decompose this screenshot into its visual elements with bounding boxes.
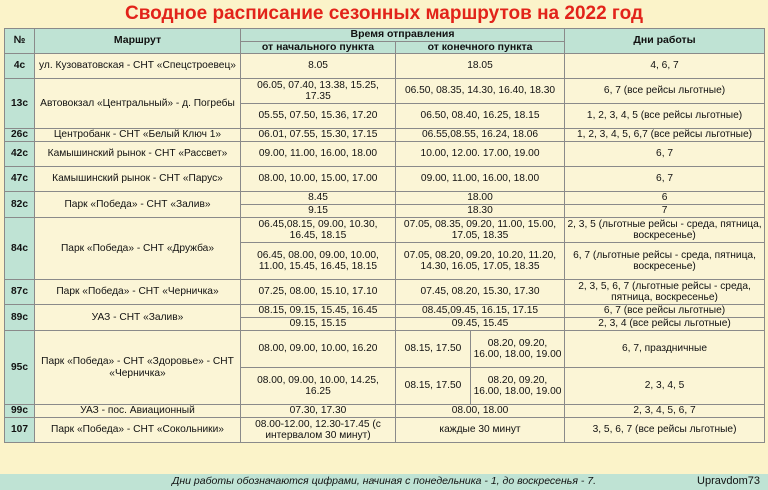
start-times: 8.05: [241, 54, 396, 79]
route-name: Парк «Победа» - СНТ «Здоровье» - СНТ «Черничка»: [35, 331, 241, 405]
start-times: 8.45: [241, 192, 396, 205]
table-row: [5, 305, 765, 318]
end-times: 07.45, 08.20, 15.30, 17.30: [396, 280, 565, 305]
table-row: [5, 418, 765, 443]
end-times-a: 08.15, 17.50: [396, 331, 471, 368]
end-times: 06.50, 08.40, 16.25, 18.15: [396, 104, 565, 129]
end-times: 18.30: [396, 205, 565, 218]
end-times: 06.50, 08.35, 14.30, 16.40, 18.30: [396, 79, 565, 104]
start-times: 09.15, 15.15: [241, 318, 396, 331]
table-row: [5, 167, 765, 192]
work-days: 6, 7, праздничные: [565, 331, 765, 368]
end-times: 18.05: [396, 54, 565, 79]
route-number: 84с: [5, 218, 35, 280]
end-times: каждые 30 минут: [396, 418, 565, 443]
work-days: 2, 3, 4, 5, 6, 7: [565, 405, 765, 418]
route-number: 42с: [5, 142, 35, 167]
header-row: [5, 29, 765, 42]
col-header-days: Дни работы: [565, 29, 765, 54]
route-number: 107: [5, 418, 35, 443]
end-times: 07.05, 08.20, 09.20, 10.20, 11.20, 14.30, 16.05, 17.05, 18.35: [396, 243, 565, 280]
work-days: 2, 3, 5 (льготные рейсы - среда, пятница, воскресенье): [565, 218, 765, 243]
footer-bar: [0, 474, 768, 490]
start-times: 08.15, 09.15, 15.45, 16.45: [241, 305, 396, 318]
table-row: [5, 218, 765, 243]
work-days: 6, 7: [565, 142, 765, 167]
end-times: 09.00, 11.00, 16.00, 18.00: [396, 167, 565, 192]
route-number: 95с: [5, 331, 35, 405]
col-header-time: Время отправления: [241, 29, 565, 42]
route-name: Камышинский рынок - СНТ «Парус»: [35, 167, 241, 192]
route-name: Парк «Победа» - СНТ «Сокольники»: [35, 418, 241, 443]
route-name: Автовокзал «Центральный» - д. Погребы: [35, 79, 241, 129]
table-row: [5, 405, 765, 418]
route-name: Парк «Победа» - СНТ «Залив»: [35, 192, 241, 218]
work-days: 6, 7 (льготные рейсы - среда, пятница, воскресенье): [565, 243, 765, 280]
route-number: 26с: [5, 129, 35, 142]
end-times: 09.45, 15.45: [396, 318, 565, 331]
route-number: 89с: [5, 305, 35, 331]
start-times: 06.45, 08.00, 09.00, 10.00, 11.00, 15.45, 16.45, 18.15: [241, 243, 396, 280]
start-times: 09.00, 11.00, 16.00, 18.00: [241, 142, 396, 167]
footer-note: Дни работы обозначаются цифрами, начиная с понедельника - 1, до воскресенья - 7.: [171, 475, 597, 487]
end-times: 08.45,09.45, 16.15, 17.15: [396, 305, 565, 318]
work-days: 2, 3, 5, 6, 7 (льготные рейсы - среда, пятница, воскресенье): [565, 280, 765, 305]
route-number: 13с: [5, 79, 35, 129]
end-times: 06.55,08.55, 16.24, 18.06: [396, 129, 565, 142]
start-times: 06.05, 07.40, 13.38, 15.25, 17.35: [241, 79, 396, 104]
work-days: 1, 2, 3, 4, 5, 6,7 (все рейсы льготные): [565, 129, 765, 142]
route-name: Центробанк - СНТ «Белый Ключ 1»: [35, 129, 241, 142]
work-days: 4, 6, 7: [565, 54, 765, 79]
start-times: 05.55, 07.50, 15.36, 17.20: [241, 104, 396, 129]
route-name: УАЗ - пос. Авиационный: [35, 405, 241, 418]
end-times: 08.00, 18.00: [396, 405, 565, 418]
work-days: 3, 5, 6, 7 (все рейсы льготные): [565, 418, 765, 443]
table-row: [5, 280, 765, 305]
col-header-route: Маршрут: [35, 29, 241, 54]
end-times: 07.05, 08.35, 09.20, 11.00, 15.00, 17.05, 18.35: [396, 218, 565, 243]
route-number: 47с: [5, 167, 35, 192]
route-number: 99с: [5, 405, 35, 418]
start-times: 07.25, 08.00, 15.10, 17.10: [241, 280, 396, 305]
table-row: [5, 79, 765, 104]
work-days: 2, 3, 4, 5: [565, 368, 765, 405]
work-days: 7: [565, 205, 765, 218]
work-days: 6, 7: [565, 167, 765, 192]
route-name: УАЗ - СНТ «Залив»: [35, 305, 241, 331]
col-header-num: №: [5, 29, 35, 54]
work-days: 2, 3, 4 (все рейсы льготные): [565, 318, 765, 331]
end-times-b: 08.20, 09.20, 16.00, 18.00, 19.00: [471, 368, 565, 405]
table-row: [5, 129, 765, 142]
start-times: 06.01, 07.55, 15.30, 17.15: [241, 129, 396, 142]
start-times: 07.30, 17.30: [241, 405, 396, 418]
start-times: 08.00-12.00, 12.30-17.45 (с интервалом 30 минут): [241, 418, 396, 443]
route-name: ул. Кузоватовская - СНТ «Спецстроевец»: [35, 54, 241, 79]
table-row: [5, 331, 765, 368]
schedule-table: [4, 28, 765, 443]
work-days: 6: [565, 192, 765, 205]
table-row: [5, 192, 765, 205]
end-times: 10.00, 12.00. 17.00, 19.00: [396, 142, 565, 167]
end-times-a: 08.15, 17.50: [396, 368, 471, 405]
route-number: 82с: [5, 192, 35, 218]
start-times: 08.00, 10.00, 15.00, 17.00: [241, 167, 396, 192]
end-times-b: 08.20, 09.20, 16.00, 18.00, 19.00: [471, 331, 565, 368]
credit-label: Upravdom73: [697, 475, 760, 487]
route-number: 87с: [5, 280, 35, 305]
page-title: Сводное расписание сезонных маршрутов на 2022 год: [124, 3, 644, 24]
table-row: [5, 54, 765, 79]
start-times: 9.15: [241, 205, 396, 218]
end-times: 18.00: [396, 192, 565, 205]
col-header-from-end: от конечного пункта: [396, 41, 565, 54]
route-number: 4с: [5, 54, 35, 79]
col-header-from-start: от начального пункта: [241, 41, 396, 54]
work-days: 1, 2, 3, 4, 5 (все рейсы льготные): [565, 104, 765, 129]
route-name: Парк «Победа» - СНТ «Дружба»: [35, 218, 241, 280]
work-days: 6, 7 (все рейсы льготные): [565, 79, 765, 104]
start-times: 08.00, 09.00, 10.00, 16.20: [241, 331, 396, 368]
work-days: 6, 7 (все рейсы льготные): [565, 305, 765, 318]
route-name: Камышинский рынок - СНТ «Рассвет»: [35, 142, 241, 167]
start-times: 08.00, 09.00, 10.00, 14.25, 16.25: [241, 368, 396, 405]
start-times: 06.45,08.15, 09.00, 10.30, 16.45, 18.15: [241, 218, 396, 243]
table-row: [5, 142, 765, 167]
route-name: Парк «Победа» - СНТ «Черничка»: [35, 280, 241, 305]
